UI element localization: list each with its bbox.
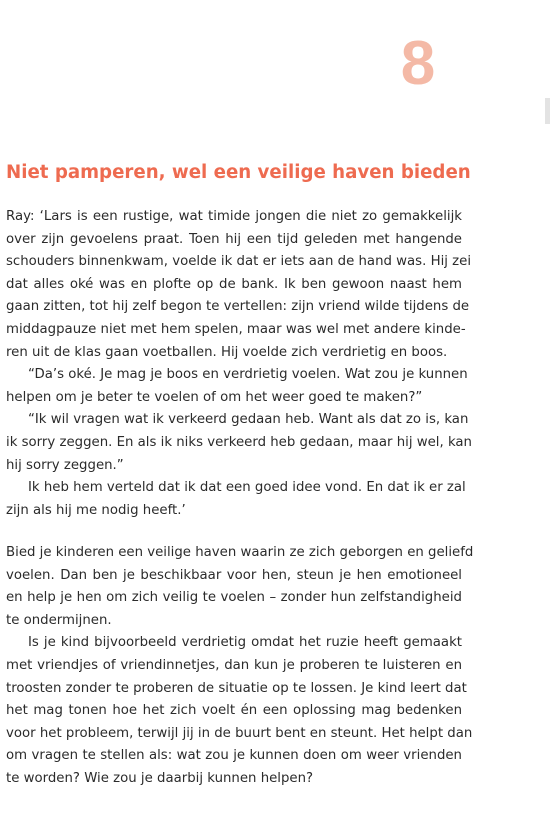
- advice-text-line: troosten zonder te proberen de situatie op te lossen. Je kind leert dat: [6, 680, 467, 696]
- story-text-line: schouders binnenkwam, voelde ik dat er iets aan de hand was. Hij zei: [6, 254, 472, 270]
- section-heading: Niet pamperen, wel een veilige haven bieden: [6, 162, 471, 183]
- page-number: 8: [400, 29, 436, 98]
- story-text-line: over zijn gevoelens praat. Toen hij een tijd geleden met hangende: [6, 231, 462, 247]
- page-edge-mark: [545, 98, 550, 124]
- story-paragraphs: [6, 206, 472, 522]
- advice-text-line: het mag tonen hoe het zich voelt én een oplossing mag bedenken: [6, 703, 462, 719]
- story-text-line: middagpauze niet met hem spelen, maar was wel met andere kinde-: [6, 321, 466, 337]
- advice-text-line: te worden? Wie zou je daarbij kunnen helpen?: [6, 770, 314, 786]
- advice-text-line: om vragen te stellen als: wat zou je kunnen doen om weer vrienden: [6, 748, 462, 764]
- story-text-line: gaan zitten, tot hij zelf begon te vertellen: zijn vriend wilde tijdens de: [6, 299, 470, 315]
- story-text-line: hij sorry zeggen.”: [6, 457, 124, 473]
- story-text-line: Ray: ‘Lars is een rustige, wat timide jongen die niet zo gemakkelijk: [6, 209, 462, 224]
- advice-text-line: te ondermijnen.: [6, 612, 112, 628]
- story-text-line: “Ik wil vragen wat ik verkeerd gedaan heb. Want als dat zo is, kan: [28, 412, 469, 428]
- advice-text-line: Bied je kinderen een veilige haven waarin ze zich geborgen en geliefd: [6, 545, 474, 560]
- story-text-line: zijn als hij me nodig heeft.’: [6, 502, 186, 518]
- story-text-line: “Da’s oké. Je mag je boos en verdrietig voelen. Wat zou je kunnen: [28, 367, 468, 383]
- story-text-line: Ik heb hem verteld dat ik dat een goed idee vond. En dat ik er zal: [28, 480, 466, 496]
- advice-text-line: Is je kind bijvoorbeeld verdrietig omdat het ruzie heeft gemaakt: [28, 635, 462, 651]
- story-text-line: helpen om je beter te voelen of om het weer goed te maken?”: [6, 389, 423, 405]
- advice-text-line: voor het probleem, terwijl jij in de buurt bent en steunt. Het helpt dan: [6, 725, 473, 741]
- story-text-line: ik sorry zeggen. En als ik niks verkeerd heb gedaan, maar hij wel, kan: [6, 434, 472, 450]
- story-text-line: ren uit de klas gaan voetballen. Hij voelde zich verdrietig en boos.: [6, 344, 448, 360]
- advice-text-line: voelen. Dan ben je beschikbaar voor hen, steun je hen emotioneel: [6, 567, 462, 583]
- advice-text-line: met vriendjes of vriendinnetjes, dan kun je proberen te luisteren en: [6, 657, 462, 673]
- story-text-line: dat alles oké was en plofte op de bank. Ik ben gewoon naast hem: [6, 276, 462, 292]
- advice-text-line: en help je hen om zich veilig te voelen – zonder hun zelfstandigheid: [6, 590, 462, 606]
- advice-paragraphs: [6, 542, 474, 791]
